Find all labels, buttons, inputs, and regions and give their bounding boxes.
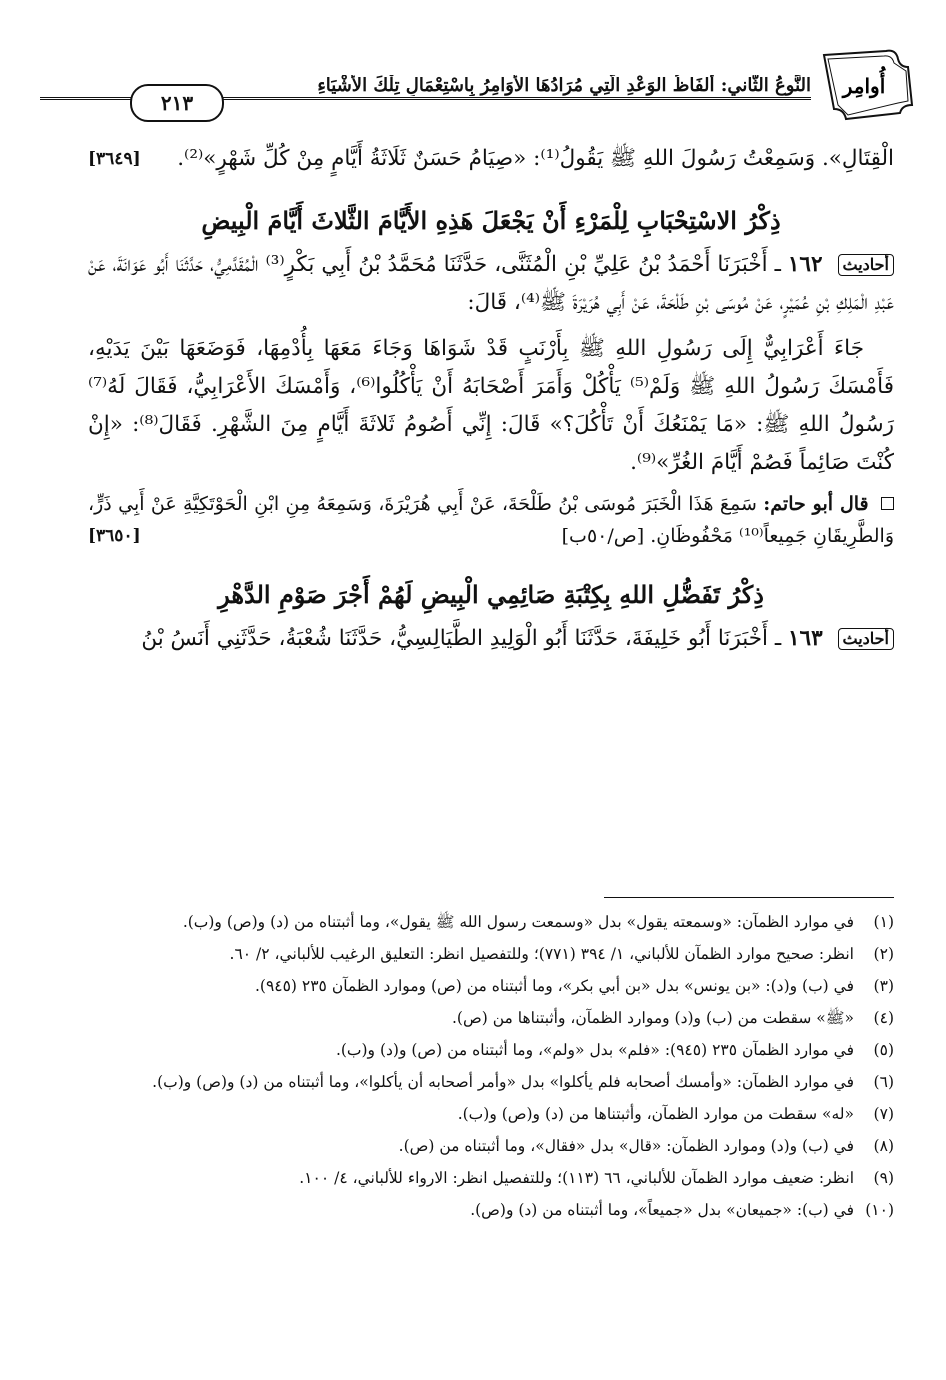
footnote-text: «ﷺ» سقطت من (ب) و(د) وموارد الظمآن، وأثبتناها من (ص). (452, 1009, 854, 1027)
section-heading: ذِكْرُ الاسْتِحْبَابِ لِلْمَرْءِ أَنْ يَجْعَلَ هَذِهِ الأَيَّامَ الثَّلاثَ أَيَّامَ الْبِيضِ (201, 206, 781, 235)
footnote-number: (٥) (873, 1041, 894, 1059)
hadith-number: ١٦٢ (787, 252, 823, 277)
footnote-text: انظر: صحيح موارد الظمآن للألباني، ١/ ٣٩٤ (٧٧١)؛ وللتفصيل انظر: التعليق الرغيب للألباني، ٢/ ٦٠. (229, 945, 854, 963)
paragraph-continuation: الْقِتَالِ». وَسَمِعْتُ رَسُولَ اللهِ ﷺ يَقُولُ⁽¹⁾: «صِيَامُ حَسَنٌ ثَلَاثَةُ أَيَّامٍ مِنْ كُلِّ شَهْرٍ»⁽²⁾. [٣٦٤٩] (88, 140, 894, 178)
footnote-text: في (ب): «جميعان» بدل «جميعاً»، وما أثبتناه من (د) و(ص). (470, 1201, 854, 1219)
hadith-matn: جَاءَ أَعْرَابِيٌّ إِلَى رَسُولِ اللهِ ﷺ بِأَرْنَبٍ قَدْ شَوَاهَا وَجَاءَ مَعَهَا بِأُدْمِهَا، فَوَضَعَهَا بَيْنَ يَدَيْهِ، فَأَمْسَكَ رَسُولُ اللهِ ﷺ وَلَمْ⁽⁵⁾ يَأْكُلْ وَأَمَرَ أَصْحَابَهُ أَنْ يَأْكُلُوا⁽⁶⁾، وَأَمْسَكَ الأَعْرَابِيُّ، فَقَالَ لَهُ⁽⁷⁾ رَسُولُ اللهِ ﷺ: «مَا يَمْنَعُكَ أَنْ تَأْكُلَ؟» قَالَ: إِنِّي أَصُومُ ثَلاثَةَ أَيَّامٍ مِنَ الشَّهْرِ. فَقَالَ⁽⁸⁾: «إِنْ كُنْتَ صَائِماً فَصُمْ أَيَّامَ الغُرِّ»⁽⁹⁾. (88, 336, 895, 475)
footnote-number: (٤) (873, 1009, 894, 1027)
footnote-text: في موارد الظمآن: «وأمسك أصحابه فلم يأكلوا» بدل «وأمر أصحابه أن يأكلوا»، وما أثبتناه من (د) و(ص) و(ب). (152, 1073, 854, 1091)
footnote-text: في موارد الظمآن: «وسمعته يقول» بدل «وسمعت رسول الله ﷺ يقول»، وما أثبتناه من (د) و(ص) و(ب). (182, 913, 854, 931)
hadith-badge-icon: أحاديث (838, 254, 895, 276)
footnote-text: انظر: ضعيف موارد الظمآن للألباني، ٦٦ (١١٣)؛ وللتفصيل انظر: الارواء للألباني، ٤/ ١٠٠. (299, 1169, 854, 1187)
abu-hatim-note: قال أبو حاتم: سَمِعَ هَذَا الْخَبَرَ مُوسَى بْنُ طَلْحَةَ، عَنْ أَبِي هُرَيْرَةَ، وَسَمِعَهُ مِنِ ابْنِ الْحَوْتَكِيَّةِ عَنْ أَبِي ذَرٍّ، وَالطَّرِيقَانِ جَمِيعاً⁽¹⁰⁾ مَحْفُوظَانِ. [ص/٥٠ب] [٣٦٥٠] (88, 488, 894, 552)
square-bullet-icon (881, 497, 894, 510)
puzzle-logo-icon (816, 45, 916, 125)
footnote-number: (٣) (873, 977, 894, 995)
reference-number: [٣٦٥٠] (88, 526, 141, 546)
footnote (95, 939, 894, 969)
footnote (95, 971, 894, 1001)
footnote-text: «له» سقطت من موارد الظمآن، وأثبتناها من (د) و(ص) و(ب). (457, 1105, 854, 1123)
footnote (95, 1195, 894, 1225)
footnote (95, 1131, 894, 1161)
footnote-text: في موارد الظمآن ٢٣٥ (٩٤٥): «فلم» بدل «ولم»، وما أثبتناه من (ص) و(د) و(ب). (335, 1041, 854, 1059)
footnote (95, 1067, 894, 1097)
running-title: النَّوعُ الثَّاني: أَلفَاظُ الوَعْدِ الَّتِي مُرَادُهَا الأَوَامِرُ بِاسْتِعْمَالِ تِلْكَ الأَشْيَاءِ (317, 75, 811, 96)
footnote-rule (604, 897, 894, 898)
hadith-badge-icon: أحاديث (838, 628, 895, 650)
page-number: ٢١٣ (130, 84, 224, 122)
hadith-isnad: أحاديث ١٦٢ ـ أَخْبَرَنَا أَحْمَدُ بْنُ عَلِيِّ بْنِ الْمُثَنَّى، حَدَّثَنَا مُحَمَّدُ بْنُ أَبِي بَكْرٍ⁽³⁾ الْمُقَدَّمِيُّ، حَدَّثَنَا أَبُو عَوَانَةَ، عَنْ عَبْدِ الْمَلِكِ بْنِ عُمَيْرٍ، عَنْ مُوسَى بْنِ طَلْحَةَ، عَنْ أَبِي هُرَيْرَةَ ﷺ⁽⁴⁾، قَالَ: (88, 252, 894, 315)
hadith-number: ١٦٣ (788, 626, 823, 651)
footnote (95, 1003, 894, 1033)
footnote (95, 907, 894, 937)
footnote (95, 1163, 894, 1193)
page-header (130, 45, 916, 135)
footnotes (95, 905, 894, 1227)
footnote (95, 1035, 894, 1065)
footnote-number: (١٠) (865, 1201, 894, 1219)
hadith-isnad: أحاديث ١٦٣ ـ أَخْبَرَنَا أَبُو خَلِيفَةَ، حَدَّثَنَا أَبُو الْوَلِيدِ الطَّيَالِسِيُّ، حَدَّثَنَا شُعْبَةُ، حَدَّثَنِي أَنَسُ بْنُ (88, 620, 894, 658)
footnote-text: في (ب) و(د): «بن يونس» بدل «بن أبي بكر»، وما أثبتناه من (ص) وموارد الظمآن ٢٣٥ (٩٤٥). (254, 977, 854, 995)
footnote-number: (٨) (873, 1137, 894, 1155)
footnote (95, 1099, 894, 1129)
footnote-number: (٩) (873, 1169, 894, 1187)
reference-number: [٣٦٤٩] (88, 149, 141, 169)
footnote-number: (١) (873, 913, 894, 931)
section-heading: ذِكْرُ تَفَضُّلِ اللهِ بِكِتْبَةِ صَائِمِي الْبِيضِ لَهُمْ أَجْرَ صَوْمِ الدَّهْرِ (218, 580, 764, 609)
footnote-number: (٢) (873, 945, 894, 963)
footnote-number: (٧) (873, 1105, 894, 1123)
footnote-text: في (ب) و(د) وموارد الظمآن: «قال» بدل «فقال»، وما أثبتناه من (ص). (398, 1137, 854, 1155)
main-text (88, 140, 894, 658)
svg-text:أُوامِر: أُوامِر (842, 74, 886, 98)
footnote-number: (٦) (873, 1073, 894, 1091)
